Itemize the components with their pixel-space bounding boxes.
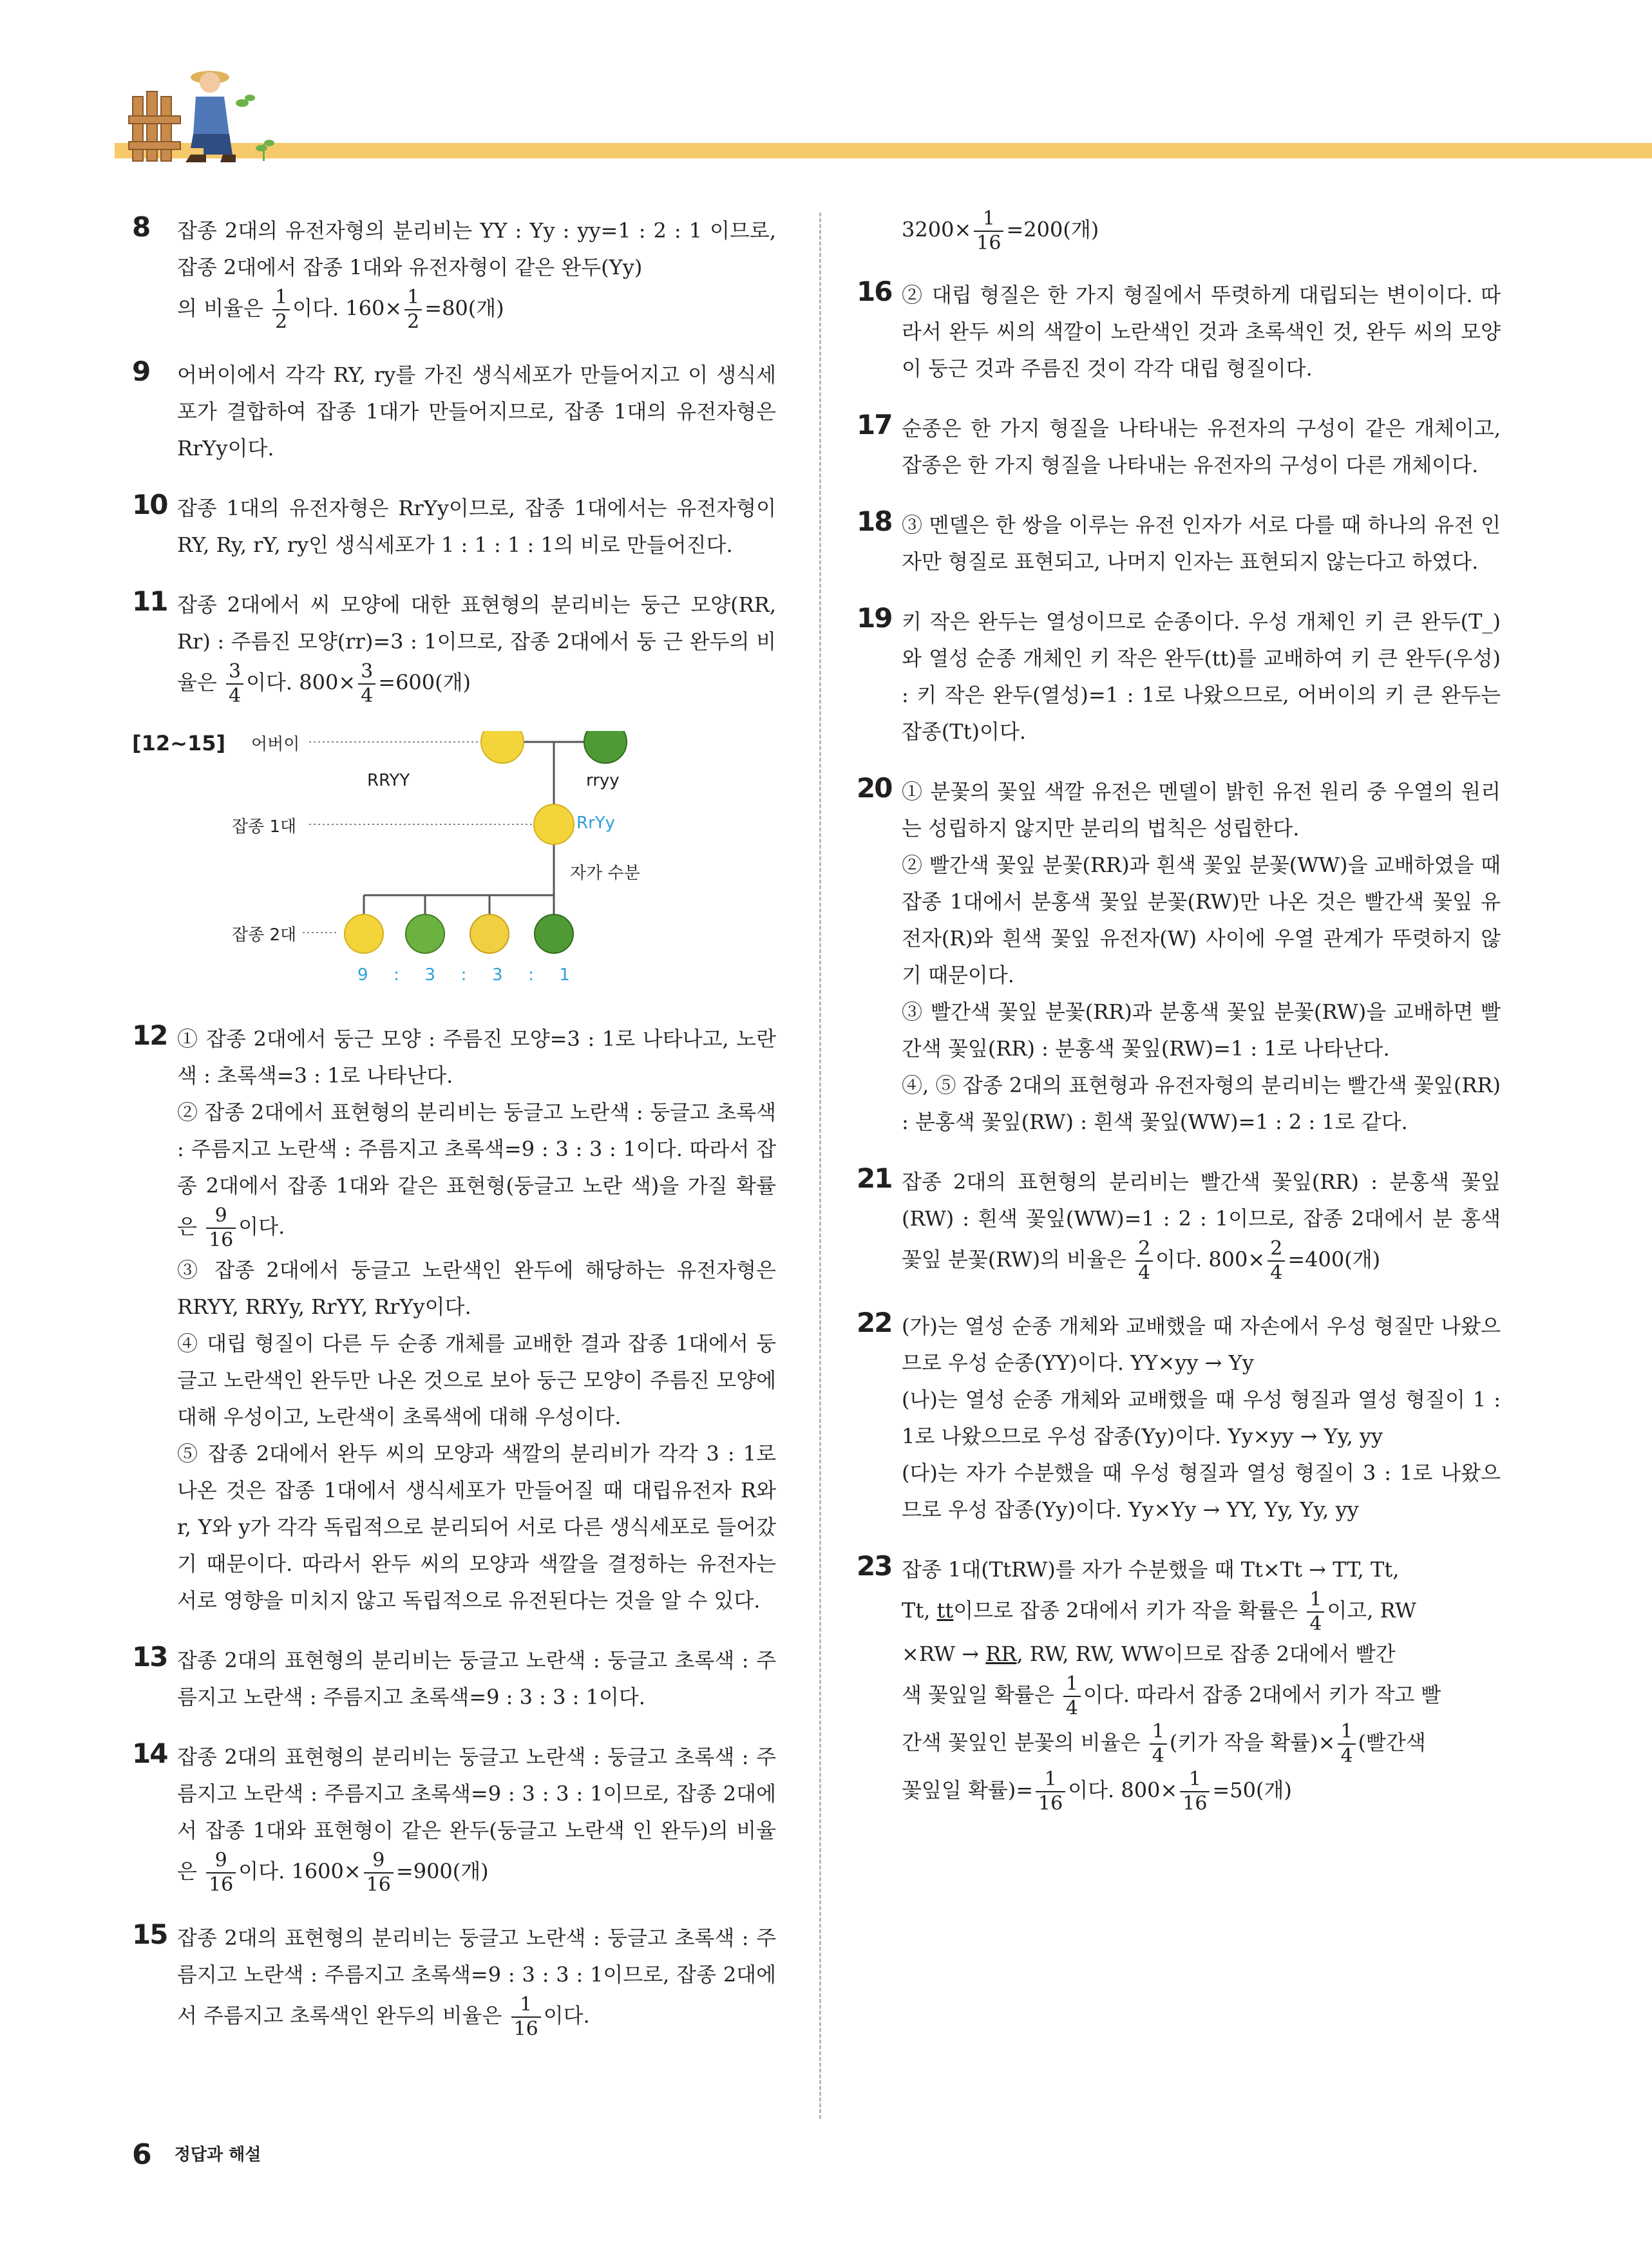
answer-line: 인 완두)의 비율은 [177,1818,776,1884]
answer-text: 어버이에서 각각 RY, ry를 가진 생식세포가 만들어지고 이 생식세포가 결합하여 잡종 1대가 만들어지므로, 잡종 1대의 유전자형은 RrYy이다. [177,363,776,460]
answer-23 [857,1551,1501,1816]
answer-line: 이다. 800× [246,670,356,695]
answer-number: 17 [857,409,892,441]
answer-line: =80(개) [424,296,504,321]
answer-line: 색)을 가질 확률은 [177,1173,777,1239]
fraction: $\frac{1}{4}$ [1150,1720,1167,1768]
answer-line: ① 분꽃의 꽃잎 색깔 유전은 멘델이 밝힌 유전 원리 중 우열의 원리는 성립하지 않지만 분리의 법칙은 성립한다. [902,779,1501,840]
answer-line: ×RW → [902,1642,980,1666]
ratio-value: 9 [357,965,368,985]
answer-number: 14 [132,1738,167,1769]
answer-line: =50(개) [1212,1778,1292,1803]
fraction: $\frac{1}{4}$ [1338,1720,1355,1768]
f1-label: 잡종 1대 [232,817,297,837]
fraction: $\frac{9}{16}$ [206,1204,236,1252]
answer-21 [857,1164,1501,1285]
answer-text: 순종은 한 가지 형질을 나타내는 유전자의 구성이 같은 개체이고, 잡종은 한 가지 형질을 나타내는 유전자의 구성이 다른 개체이다. [902,416,1501,477]
answer-line: 간색 꽃잎인 분꽃의 비율은 [902,1730,1141,1755]
answer-number: 10 [132,489,167,520]
parent2-genotype: rryy [586,771,620,790]
answer-line: ④, ⑤ 잡종 2대의 표현형과 유전자형의 분리비는 빨간색 꽃잎(RR) : 분홍색 꽃잎(RW) : 흰색 꽃잎(WW)=1 : 2 : 1로 같다. [902,1073,1501,1134]
answer-18 [857,507,1501,580]
f1-genotype: RrYy [576,813,616,833]
f2-wrinkled-yellow-pea [470,915,509,953]
parent-yellow-pea [481,731,524,763]
answer-text [902,1551,1501,1816]
answer-19 [857,603,1501,750]
answer-line: Tt, [902,1598,931,1623]
fraction: $\frac{1}{16}$ [1180,1768,1210,1816]
answer-12 [132,1021,776,1619]
answer-number: 13 [132,1641,167,1673]
answer-line: 잡종 2대에서 주름지고 초록색인 완두의 비율은 [177,1962,776,2028]
farmer-illustration [126,58,281,167]
pea-cross-diagram [132,731,776,1001]
answer-line: 잡종 2대의 표현형의 분리비는 빨간색 꽃잎(RR) : 분홍색 꽃잎(RW) : 흰색 꽃잎(WW)=1 : 2 : 1이므로, 잡종 2대에서 분 [902,1170,1501,1231]
column-divider [819,213,821,2119]
fraction: $\frac{1}{16}$ [974,207,1003,255]
answer-line: 잡종 2대의 표현형의 분리비는 둥글고 노란색 : 둥글고 초록색 : 주름지고 노란색 : 주름지고 초록색=9 : 3 : 3 : 1이므로, 잡종 2대에서 잡종 1대와 표현형이 같은 완두(둥글고 노란색 [177,1745,776,1843]
answer-number: 9 [132,356,150,387]
answer-line: 이다. 따라서 잡종 2대에서 키가 작고 빨 [1083,1682,1441,1707]
answer-line: ⑤ 잡종 2대에서 완두 씨의 모양과 색깔의 분리비가 각각 3 : 1로 나온 것은 잡종 1대에서 생식세포가 만들어질 때 대립유전자 R와 r, Y와 y가 각각 독립적으로 분리되어 서로 다른 생식세포로 들어갔기 때문이다. 따라서 완두 씨의 모양과 색깔을 결정하는 유전자는 서로 영향을 미치지 않고 독립적으로 유전된다는 것을 알 수 있다. [177,1441,776,1613]
answer-text [177,587,776,708]
answer-line: 이다. 800× [1155,1247,1266,1272]
answer-line: 이다. [238,1214,285,1239]
answer-number: 12 [132,1020,167,1051]
answer-line: 꽃잎일 확률)= [902,1778,1034,1803]
answer-number: 11 [132,585,167,617]
answer-number: 18 [857,506,892,537]
fraction: $\frac{1}{2}$ [272,286,290,334]
answer-20 [857,773,1501,1141]
answer-text [177,1920,776,2041]
ratio-value: 3 [424,965,436,985]
answer-line: (다)는 자가 수분했을 때 우성 형질과 열성 형질이 3 : 1로 나왔으므로 우성 잡종(Yy)이다. Yy×Yy → YY, Yy, Yy, yy [902,1461,1501,1522]
answer-text: 잡종 2대의 표현형의 분리비는 둥글고 노란색 : 둥글고 초록색 : 주름지고 노란색 : 주름지고 초록색=9 : 3 : 3 : 1이다. [177,1648,776,1709]
diagram-tag: [12~15] [132,731,226,755]
answer-13 [132,1642,776,1716]
parent1-genotype: RRYY [367,771,410,790]
answer-number: 15 [132,1919,167,1950]
answer-text [902,1308,1501,1528]
ratio-value: 3 [491,965,503,985]
answer-text [177,1021,776,1619]
answer-line: 이므로 잡종 2대에서 키가 작을 확률은 [953,1598,1298,1623]
answer-14 [132,1739,776,1897]
answer-text: ③ 멘델은 한 쌍을 이루는 유전 인자가 서로 다를 때 하나의 유전 인자만 형질로 표현되고, 나머지 인자는 표현되지 않는다고 하였다. [902,513,1501,574]
answer-text [902,773,1501,1141]
answer-16 [857,277,1501,387]
f2-ratio [357,965,570,985]
answer-line: (키가 작을 확률)× [1169,1730,1336,1755]
answer-11 [132,587,776,708]
cross-diagram-graphic [132,731,776,1001]
answer-text [177,213,776,334]
fraction: $\frac{9}{16}$ [206,1849,236,1897]
f2-label: 잡종 2대 [232,925,297,945]
answer-number: 23 [857,1550,892,1582]
answer-line: 잡종 2대에서 씨 모양에 대한 표현형의 분리비는 둥근 모양(RR, Rr) : 주름진 모양(rr)=3 : 1이므로, 잡종 2대에서 둥 [177,593,776,654]
answer-line: 색 꽃잎일 확률은 [902,1682,1054,1707]
fraction: $\frac{3}{4}$ [358,660,375,708]
answer-line: 홍색 꽃잎 분꽃(RW)의 비율은 [902,1206,1501,1272]
fraction: $\frac{2}{4}$ [1267,1237,1285,1285]
fraction: $\frac{3}{4}$ [226,660,243,708]
page-footer [132,2138,261,2171]
answer-text: 키 작은 완두는 열성이므로 순종이다. 우성 개체인 키 큰 완두(T_)와 열성 순종 개체인 키 작은 완두(tt)를 교배하여 키 큰 완두(우성) : 키 작은 완두(열성)=1 : 1로 나왔으므로, 어버이의 키 큰 완두는 잡종(Tt)이다. [902,609,1501,744]
footer-label: 정답과 해설 [174,2145,261,2165]
underlined-genotype: tt [936,1598,954,1623]
answer-line: (나)는 열성 순종 개체와 교배했을 때 우성 형질과 열성 형질이 1 : 1로 나왔으므로 우성 잡종(Yy)이다. Yy×yy → Yy, yy [902,1387,1501,1448]
answer-line: 이다. 1600× [238,1859,361,1884]
answer-line: 이다. [543,2003,590,2028]
answer-line: (빨간색 [1358,1730,1426,1755]
answer-line: , RW, RW, WW이므로 잡종 2대에서 빨간 [1016,1642,1396,1666]
answer-line: ④ 대립 형질이 다른 두 순종 개체를 교배한 결과 잡종 1대에서 둥글고 노란색인 완두만 나온 것으로 보아 둥근 모양이 주름진 모양에 대해 우성이고, 노란색이 초록색에 대해 우성이다. [177,1331,776,1429]
answer-17 [857,410,1501,484]
answer-line: 이다. 800× [1068,1778,1178,1803]
answer-line: 잡종 2대의 표현형의 분리비는 둥글고 노란색 : 둥글고 초록색 : 주름지고 노란색 : 주름지고 초록색=9 : 3 : 3 : 1이므로, [177,1926,776,1987]
answer-line: 잡종 1대(TtRW)를 자가 수분했을 때 Tt×Tt → TT, Tt, [902,1557,1400,1582]
f1-yellow-pea [534,804,574,844]
page-number: 6 [132,2138,152,2171]
fraction: $\frac{2}{4}$ [1135,1237,1153,1285]
answer-number: 22 [857,1307,892,1338]
answer-10 [132,490,776,564]
answer-number: 19 [857,602,892,634]
answer-line: ② 잡종 2대에서 표현형의 분리비는 둥글고 노란색 : 둥글고 초록색 : 주름지고 노란색 : 주름지고 초록색=9 : 3 : 3 : 1이다. 따라서 잡종 2대에서 잡종 1대와 같은 표현형(둥글고 노란 [177,1100,776,1198]
header-bar [115,143,1652,158]
parent-green-wrinkled-pea [584,731,627,763]
fraction: $\frac{9}{16}$ [364,1849,394,1897]
ratio-sep: : [394,965,399,985]
answer-9 [132,357,776,467]
fraction: $\frac{1}{4}$ [1063,1673,1081,1720]
f2-round-green-pea [406,915,444,953]
answer-line: =200(개) [1006,217,1099,242]
answer-line: ② 빨간색 꽃잎 분꽃(RR)과 흰색 꽃잎 분꽃(WW)을 교배하였을 때 잡종 1대에서 분홍색 꽃잎 분꽃(RW)만 나온 것은 빨간색 꽃잎 유전자(R)와 흰색 꽃잎 유전자(W) 사이에 우열 관계가 뚜렷하지 않기 때문이다. [902,853,1501,987]
answer-15-continued [902,207,1501,255]
parent-label: 어버이 [251,735,300,754]
answer-line: 잡종 2대의 유전자형의 분리비는 YY : Yy : yy=1 : 2 : 1 이므로, 잡종 2대에서 잡종 1대와 유전자형이 같은 완두(Yy) [177,218,776,280]
answer-15 [132,1920,776,2041]
answer-line: 이다. 160× [292,296,403,321]
answer-22 [857,1308,1501,1528]
f2-round-yellow-pea [345,915,383,953]
right-column [857,207,1501,1839]
answer-line: ① 잡종 2대에서 둥근 모양 : 주름진 모양=3 : 1로 나타나고, 노란색 : 초록색=3 : 1로 나타난다. [177,1027,776,1088]
answer-line: =600(개) [378,670,471,695]
fraction: $\frac{1}{16}$ [511,1993,541,2041]
left-column [132,213,776,2064]
f2-wrinkled-green-pea [535,915,573,953]
answer-text [177,1739,776,1897]
answer-text: 잡종 1대의 유전자형은 RrYy이므로, 잡종 1대에서는 유전자형이 RY, Ry, rY, ry인 생식세포가 1 : 1 : 1 : 1의 비로 만들어진다. [177,496,776,557]
selfing-label: 자가 수분 [570,864,640,883]
answer-line: (가)는 열성 순종 개체와 교배했을 때 자손에서 우성 형질만 나왔으므로 우성 순종(YY)이다. YY×yy → Yy [902,1314,1501,1375]
answer-number: 21 [857,1162,892,1194]
answer-number: 20 [857,772,892,804]
fraction: $\frac{1}{4}$ [1307,1588,1324,1636]
answer-text [902,1164,1501,1285]
answer-line: 의 비율은 [177,296,263,321]
answer-8 [132,213,776,334]
answer-number: 16 [857,276,892,307]
ratio-sep: : [460,965,467,985]
answer-line: 3200× [902,217,972,242]
answer-line: =900(개) [395,1859,489,1884]
underlined-genotype: RR [985,1642,1017,1666]
ratio-sep: : [528,965,534,985]
answer-line: 이고, RW [1327,1598,1416,1623]
fraction: $\frac{1}{16}$ [1036,1768,1065,1816]
ratio-value: 1 [559,965,570,985]
answer-line: ③ 빨간색 꽃잎 분꽃(RR)과 분홍색 꽃잎 분꽃(RW)을 교배하면 빨간색 꽃잎(RR) : 분홍색 꽃잎(RW)=1 : 1로 나타난다. [902,1000,1501,1061]
answer-line: ③ 잡종 2대에서 둥글고 노란색인 완두에 해당하는 유전자형은 RRYY, RRYy, RrYY, RrYy이다. [177,1258,776,1319]
fraction: $\frac{1}{2}$ [404,286,422,334]
answer-text: ② 대립 형질은 한 가지 형질에서 뚜렷하게 대립되는 변이이다. 따라서 완두 씨의 색깔이 노란색인 것과 초록색인 것, 완두 씨의 모양이 둥근 것과 주름진 것이 각각 대립 형질이다. [902,283,1501,381]
answer-line: =400(개) [1287,1247,1381,1272]
answer-line: 근 완두의 비율은 [177,629,776,695]
answer-number: 8 [132,211,150,243]
